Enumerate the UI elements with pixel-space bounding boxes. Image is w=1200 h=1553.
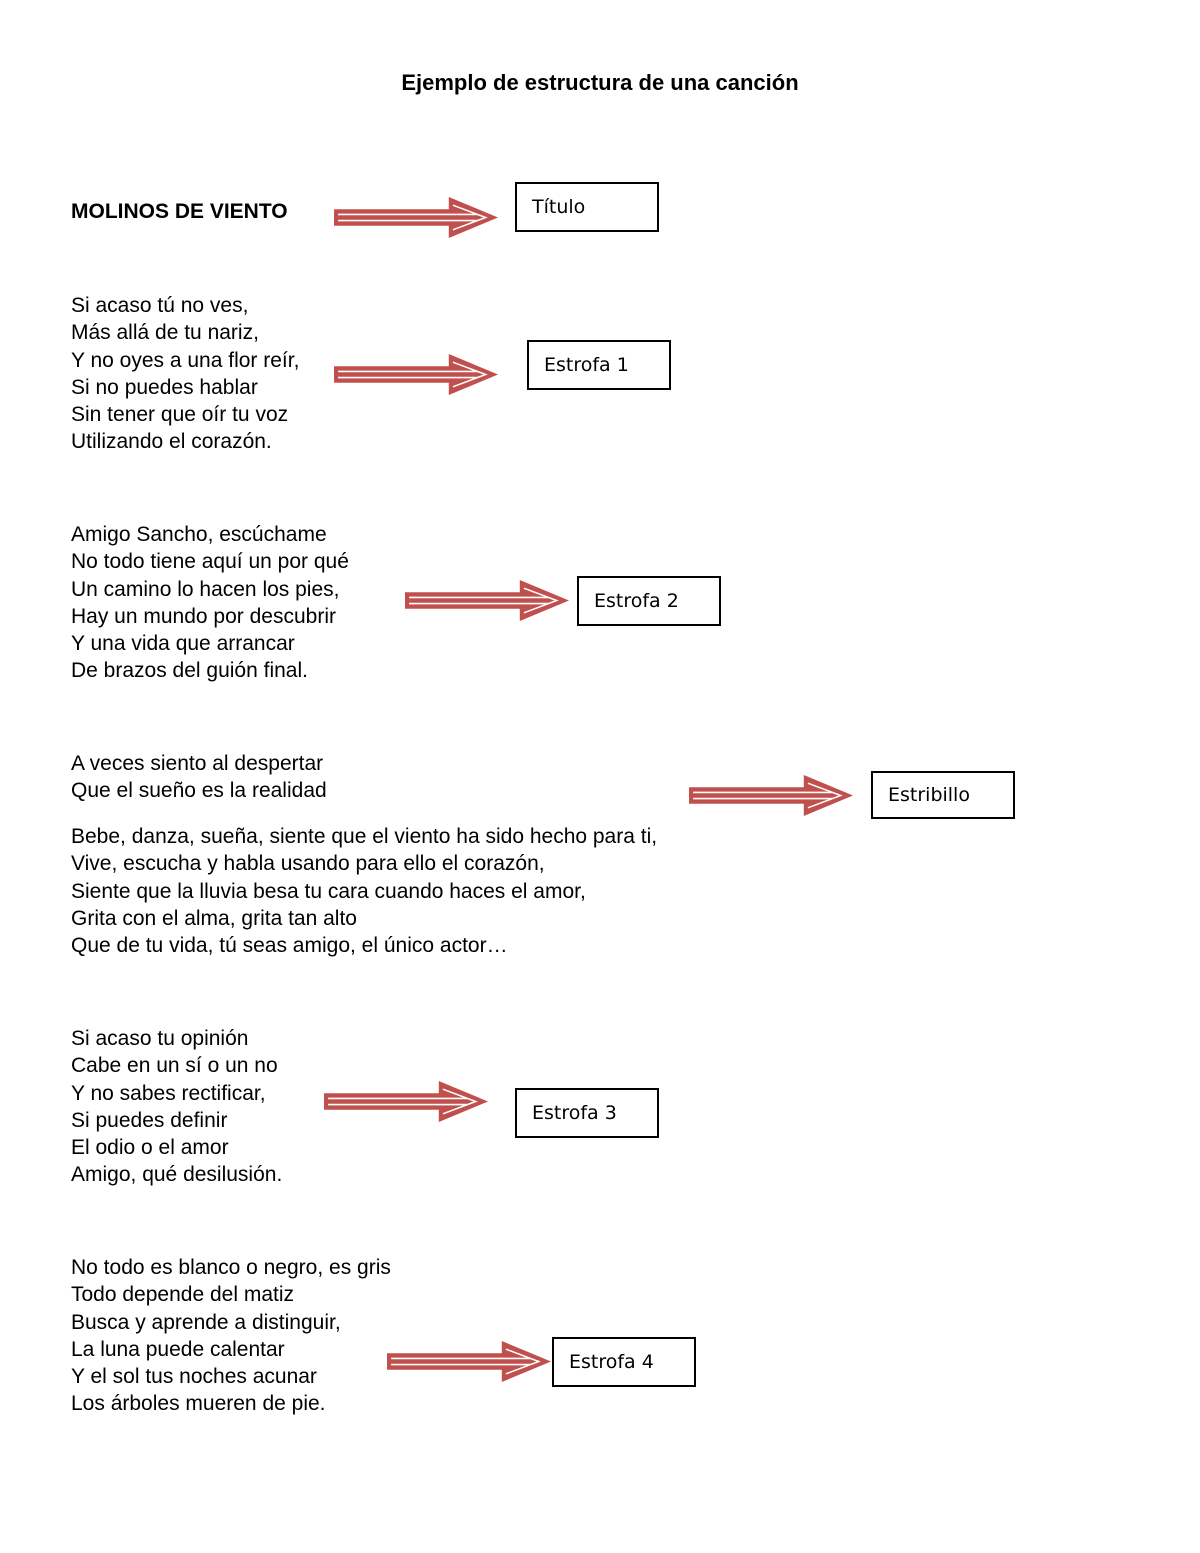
lyric-line: Amigo Sancho, escúchame <box>71 523 327 546</box>
verse4-arrow-icon <box>387 1341 551 1382</box>
stanza-chorus-intro <box>71 750 327 805</box>
lyric-line: Más allá de tu nariz, <box>71 321 259 345</box>
lyric-line: Amigo, qué desilusión. <box>71 1163 283 1187</box>
lyric-line: Si no puedes hablar <box>71 375 258 399</box>
lyric-line: Vive, escucha y habla usando para ello el corazón, <box>71 852 545 876</box>
lyric-line: Si acaso tu opinión <box>71 1027 249 1050</box>
lyric-line: Sin tener que oír tu voz <box>71 403 289 427</box>
lyric-line: Bebe, danza, sueña, siente que el viento ha sido hecho para ti, <box>71 825 658 848</box>
verse1-arrow-icon <box>334 354 498 395</box>
stanza-verse-2 <box>71 521 349 685</box>
lyric-line: Un camino lo hacen los pies, <box>71 577 340 601</box>
lyric-line: Y el sol tus noches acunar <box>71 1365 317 1389</box>
stanza-verse-4 <box>71 1254 391 1418</box>
lyric-line: Si acaso tú no ves, <box>71 294 249 317</box>
lyric-line: De brazos del guión final. <box>71 659 308 683</box>
lyric-line: Todo depende del matiz <box>71 1283 294 1307</box>
label-verse-4: Estrofa 4 <box>552 1337 696 1387</box>
lyric-line: Utilizando el corazón. <box>71 430 272 454</box>
lyric-line: Y una vida que arrancar <box>71 632 295 656</box>
lyric-line: Y no oyes a una flor reír, <box>71 348 300 372</box>
lyric-line: Si puedes definir <box>71 1108 228 1132</box>
verse3-arrow-icon <box>324 1081 488 1122</box>
lyric-line: Los árboles mueren de pie. <box>71 1392 326 1416</box>
lyric-line: A veces siento al despertar <box>71 752 324 775</box>
label-verse-1: Estrofa 1 <box>527 340 671 390</box>
chorus-arrow-icon <box>689 775 853 816</box>
song-title: MOLINOS DE VIENTO <box>71 200 288 223</box>
stanza-chorus <box>71 823 657 959</box>
lyric-line: Cabe en un sí o un no <box>71 1054 278 1078</box>
lyric-line: No todo es blanco o negro, es gris <box>71 1256 391 1279</box>
lyric-line: Hay un mundo por descubrir <box>71 604 336 628</box>
lyric-line: No todo tiene aquí un por qué <box>71 550 349 574</box>
lyric-line: Y no sabes rectificar, <box>71 1081 266 1105</box>
lyric-line: Grita con el alma, grita tan alto <box>71 906 357 930</box>
lyric-line: Que el sueño es la realidad <box>71 779 327 803</box>
lyric-line: Que de tu vida, tú seas amigo, el único actor… <box>71 934 508 958</box>
title-arrow-icon <box>334 197 498 238</box>
lyric-line: Siente que la lluvia besa tu cara cuando haces el amor, <box>71 879 586 903</box>
label-verse-3: Estrofa 3 <box>515 1088 659 1138</box>
lyric-line: La luna puede calentar <box>71 1337 285 1361</box>
lyric-line: El odio o el amor <box>71 1136 229 1160</box>
label-chorus: Estribillo <box>871 771 1015 819</box>
verse2-arrow-icon <box>405 580 569 621</box>
page-title: Ejemplo de estructura de una canción <box>401 70 799 95</box>
label-verse-2: Estrofa 2 <box>577 576 721 626</box>
stanza-verse-1 <box>71 292 299 456</box>
label-title: Título <box>515 182 659 232</box>
lyric-line: Busca y aprende a distinguir, <box>71 1310 341 1334</box>
stanza-verse-3 <box>71 1025 282 1189</box>
